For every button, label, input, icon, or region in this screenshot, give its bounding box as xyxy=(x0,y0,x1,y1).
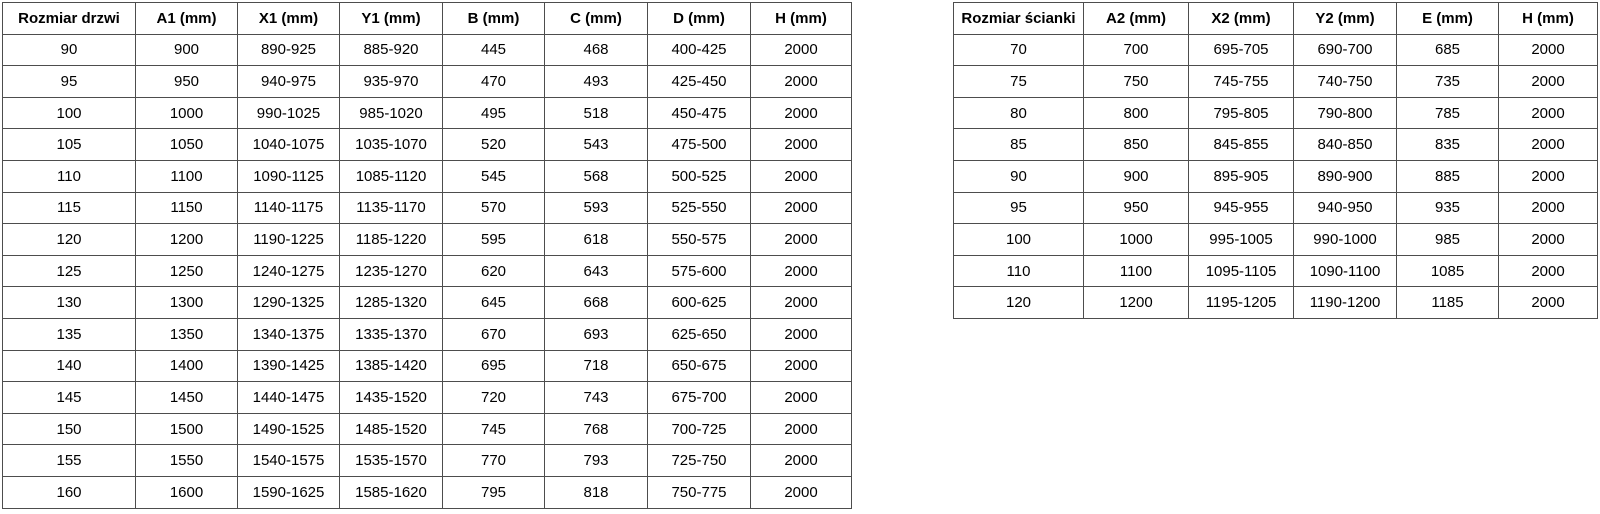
table-row xyxy=(3,129,852,161)
table-cell: 618 xyxy=(545,224,648,256)
table-cell: 593 xyxy=(545,192,648,224)
table-row xyxy=(3,160,852,192)
table-cell: 990-1025 xyxy=(238,97,340,129)
table-cell: 818 xyxy=(545,476,648,508)
table-cell: 140 xyxy=(3,350,136,382)
table-cell: 735 xyxy=(1397,66,1499,98)
table-cell: 1095-1105 xyxy=(1189,255,1294,287)
table-cell: 1600 xyxy=(136,476,238,508)
table-cell: 95 xyxy=(3,66,136,98)
table-cell: 1200 xyxy=(136,224,238,256)
table-cell: 1185-1220 xyxy=(340,224,443,256)
table-row xyxy=(3,192,852,224)
table-cell: 135 xyxy=(3,318,136,350)
table-cell: 743 xyxy=(545,382,648,414)
table-row xyxy=(3,34,852,66)
table-cell: 1190-1200 xyxy=(1294,287,1397,319)
table-cell: 620 xyxy=(443,255,545,287)
table-cell: 2000 xyxy=(1499,224,1598,256)
table-cell: 1100 xyxy=(136,160,238,192)
table-cell: 1150 xyxy=(136,192,238,224)
table-cell: 900 xyxy=(136,34,238,66)
table-cell: 1390-1425 xyxy=(238,350,340,382)
table-cell: 793 xyxy=(545,445,648,477)
column-header: C (mm) xyxy=(545,3,648,35)
column-header: H (mm) xyxy=(751,3,852,35)
table-cell: 145 xyxy=(3,382,136,414)
table-cell: 568 xyxy=(545,160,648,192)
table-cell: 2000 xyxy=(1499,66,1598,98)
table-cell: 670 xyxy=(443,318,545,350)
table-cell: 1000 xyxy=(1084,224,1189,256)
table-cell: 2000 xyxy=(751,287,852,319)
table-cell: 1335-1370 xyxy=(340,318,443,350)
table-cell: 400-425 xyxy=(648,34,751,66)
table-row xyxy=(3,97,852,129)
table-cell: 895-905 xyxy=(1189,160,1294,192)
table-cell: 1540-1575 xyxy=(238,445,340,477)
table-cell: 2000 xyxy=(1499,287,1598,319)
table-cell: 985 xyxy=(1397,224,1499,256)
header-row xyxy=(954,3,1598,35)
table-cell: 840-850 xyxy=(1294,129,1397,161)
table-cell: 940-950 xyxy=(1294,192,1397,224)
table-cell: 790-800 xyxy=(1294,97,1397,129)
table-cell: 1090-1125 xyxy=(238,160,340,192)
table-cell: 785 xyxy=(1397,97,1499,129)
table-cell: 2000 xyxy=(1499,97,1598,129)
table-cell: 1240-1275 xyxy=(238,255,340,287)
table-cell: 885-920 xyxy=(340,34,443,66)
table-cell: 468 xyxy=(545,34,648,66)
table-cell: 890-900 xyxy=(1294,160,1397,192)
table-cell: 2000 xyxy=(1499,34,1598,66)
column-header: Y1 (mm) xyxy=(340,3,443,35)
table-row xyxy=(954,160,1598,192)
table-row xyxy=(954,129,1598,161)
column-header: X1 (mm) xyxy=(238,3,340,35)
table-cell: 2000 xyxy=(751,255,852,287)
table-cell: 900 xyxy=(1084,160,1189,192)
column-header: X2 (mm) xyxy=(1189,3,1294,35)
table-cell: 750 xyxy=(1084,66,1189,98)
table-cell: 1340-1375 xyxy=(238,318,340,350)
table-cell: 625-650 xyxy=(648,318,751,350)
table-cell: 90 xyxy=(954,160,1084,192)
table-cell: 2000 xyxy=(751,192,852,224)
table-cell: 950 xyxy=(136,66,238,98)
table-cell: 1285-1320 xyxy=(340,287,443,319)
table-cell: 1135-1170 xyxy=(340,192,443,224)
table-cell: 75 xyxy=(954,66,1084,98)
table-cell: 1350 xyxy=(136,318,238,350)
table-cell: 1100 xyxy=(1084,255,1189,287)
table-cell: 645 xyxy=(443,287,545,319)
table-cell: 550-575 xyxy=(648,224,751,256)
table-cell: 155 xyxy=(3,445,136,477)
table-cell: 990-1000 xyxy=(1294,224,1397,256)
table-cell: 110 xyxy=(954,255,1084,287)
table-cell: 2000 xyxy=(751,445,852,477)
table-cell: 800 xyxy=(1084,97,1189,129)
table-row xyxy=(954,224,1598,256)
wall-size-table xyxy=(953,2,1598,319)
table-cell: 845-855 xyxy=(1189,129,1294,161)
table-cell: 1090-1100 xyxy=(1294,255,1397,287)
table-cell: 125 xyxy=(3,255,136,287)
table-cell: 675-700 xyxy=(648,382,751,414)
table-row xyxy=(954,255,1598,287)
table-row xyxy=(3,382,852,414)
table-cell: 493 xyxy=(545,66,648,98)
table-cell: 518 xyxy=(545,97,648,129)
table-cell: 2000 xyxy=(751,66,852,98)
table-cell: 950 xyxy=(1084,192,1189,224)
table-cell: 985-1020 xyxy=(340,97,443,129)
table-row xyxy=(3,66,852,98)
table-cell: 495 xyxy=(443,97,545,129)
table-cell: 1040-1075 xyxy=(238,129,340,161)
table-cell: 1185 xyxy=(1397,287,1499,319)
table-cell: 795-805 xyxy=(1189,97,1294,129)
table-cell: 700-725 xyxy=(648,413,751,445)
table-cell: 695-705 xyxy=(1189,34,1294,66)
table-cell: 718 xyxy=(545,350,648,382)
table-row xyxy=(3,224,852,256)
table-cell: 2000 xyxy=(751,224,852,256)
table-cell: 2000 xyxy=(1499,160,1598,192)
column-header: E (mm) xyxy=(1397,3,1499,35)
table-cell: 575-600 xyxy=(648,255,751,287)
table-cell: 740-750 xyxy=(1294,66,1397,98)
table-cell: 1140-1175 xyxy=(238,192,340,224)
table-cell: 1550 xyxy=(136,445,238,477)
table-cell: 1050 xyxy=(136,129,238,161)
table-row xyxy=(3,413,852,445)
table-row xyxy=(954,34,1598,66)
table-cell: 595 xyxy=(443,224,545,256)
table-cell: 115 xyxy=(3,192,136,224)
table-cell: 1385-1420 xyxy=(340,350,443,382)
table-row xyxy=(954,97,1598,129)
table-row xyxy=(3,255,852,287)
table-cell: 85 xyxy=(954,129,1084,161)
table-cell: 1490-1525 xyxy=(238,413,340,445)
table-cell: 2000 xyxy=(751,318,852,350)
table-cell: 690-700 xyxy=(1294,34,1397,66)
table-cell: 425-450 xyxy=(648,66,751,98)
table-cell: 935 xyxy=(1397,192,1499,224)
table-cell: 1000 xyxy=(136,97,238,129)
door-size-table xyxy=(2,2,852,509)
table-row xyxy=(3,445,852,477)
table-cell: 850 xyxy=(1084,129,1189,161)
table-cell: 2000 xyxy=(751,413,852,445)
table-cell: 795 xyxy=(443,476,545,508)
table-cell: 150 xyxy=(3,413,136,445)
table-row xyxy=(954,192,1598,224)
column-header: Rozmiar drzwi xyxy=(3,3,136,35)
table-cell: 1235-1270 xyxy=(340,255,443,287)
table-row xyxy=(3,476,852,508)
table-cell: 543 xyxy=(545,129,648,161)
table-cell: 725-750 xyxy=(648,445,751,477)
table-cell: 750-775 xyxy=(648,476,751,508)
table-cell: 1200 xyxy=(1084,287,1189,319)
table-cell: 525-550 xyxy=(648,192,751,224)
column-header: H (mm) xyxy=(1499,3,1598,35)
table-cell: 835 xyxy=(1397,129,1499,161)
table-cell: 1440-1475 xyxy=(238,382,340,414)
table-cell: 995-1005 xyxy=(1189,224,1294,256)
table-cell: 2000 xyxy=(751,476,852,508)
table-cell: 935-970 xyxy=(340,66,443,98)
table-cell: 693 xyxy=(545,318,648,350)
table-cell: 500-525 xyxy=(648,160,751,192)
table-cell: 2000 xyxy=(1499,255,1598,287)
table-cell: 1535-1570 xyxy=(340,445,443,477)
table-cell: 2000 xyxy=(1499,129,1598,161)
table-row xyxy=(954,287,1598,319)
header-row xyxy=(3,3,852,35)
table-cell: 1590-1625 xyxy=(238,476,340,508)
table-cell: 70 xyxy=(954,34,1084,66)
table-cell: 520 xyxy=(443,129,545,161)
column-header: B (mm) xyxy=(443,3,545,35)
table-cell: 95 xyxy=(954,192,1084,224)
table-cell: 1300 xyxy=(136,287,238,319)
table-cell: 2000 xyxy=(751,382,852,414)
table-cell: 1450 xyxy=(136,382,238,414)
table-cell: 1500 xyxy=(136,413,238,445)
table-cell: 745-755 xyxy=(1189,66,1294,98)
table-cell: 2000 xyxy=(751,129,852,161)
table-cell: 745 xyxy=(443,413,545,445)
table-cell: 643 xyxy=(545,255,648,287)
table-cell: 100 xyxy=(954,224,1084,256)
table-cell: 890-925 xyxy=(238,34,340,66)
table-cell: 1085-1120 xyxy=(340,160,443,192)
table-cell: 1435-1520 xyxy=(340,382,443,414)
table-cell: 1195-1205 xyxy=(1189,287,1294,319)
table-row xyxy=(3,287,852,319)
table-cell: 770 xyxy=(443,445,545,477)
table-cell: 685 xyxy=(1397,34,1499,66)
table-cell: 695 xyxy=(443,350,545,382)
table-cell: 2000 xyxy=(1499,192,1598,224)
table-row xyxy=(3,350,852,382)
column-header: A2 (mm) xyxy=(1084,3,1189,35)
table-cell: 110 xyxy=(3,160,136,192)
table-cell: 545 xyxy=(443,160,545,192)
table-cell: 450-475 xyxy=(648,97,751,129)
table-cell: 1400 xyxy=(136,350,238,382)
table-cell: 720 xyxy=(443,382,545,414)
table-cell: 668 xyxy=(545,287,648,319)
table-row xyxy=(954,66,1598,98)
table-cell: 100 xyxy=(3,97,136,129)
table-cell: 1085 xyxy=(1397,255,1499,287)
table-cell: 475-500 xyxy=(648,129,751,161)
table-cell: 105 xyxy=(3,129,136,161)
table-cell: 2000 xyxy=(751,160,852,192)
table-cell: 650-675 xyxy=(648,350,751,382)
table-cell: 700 xyxy=(1084,34,1189,66)
table-cell: 445 xyxy=(443,34,545,66)
table-cell: 130 xyxy=(3,287,136,319)
table-cell: 1290-1325 xyxy=(238,287,340,319)
table-cell: 570 xyxy=(443,192,545,224)
table-cell: 120 xyxy=(954,287,1084,319)
table-cell: 2000 xyxy=(751,350,852,382)
column-header: Rozmiar ścianki xyxy=(954,3,1084,35)
column-header: A1 (mm) xyxy=(136,3,238,35)
table-cell: 600-625 xyxy=(648,287,751,319)
table-cell: 1485-1520 xyxy=(340,413,443,445)
table-cell: 90 xyxy=(3,34,136,66)
table-cell: 2000 xyxy=(751,34,852,66)
table-cell: 80 xyxy=(954,97,1084,129)
table-cell: 120 xyxy=(3,224,136,256)
table-cell: 945-955 xyxy=(1189,192,1294,224)
table-cell: 885 xyxy=(1397,160,1499,192)
table-cell: 1035-1070 xyxy=(340,129,443,161)
table-cell: 1585-1620 xyxy=(340,476,443,508)
table-cell: 470 xyxy=(443,66,545,98)
table-cell: 1250 xyxy=(136,255,238,287)
table-cell: 940-975 xyxy=(238,66,340,98)
table-cell: 1190-1225 xyxy=(238,224,340,256)
table-row xyxy=(3,318,852,350)
table-cell: 160 xyxy=(3,476,136,508)
column-header: D (mm) xyxy=(648,3,751,35)
table-cell: 2000 xyxy=(751,97,852,129)
column-header: Y2 (mm) xyxy=(1294,3,1397,35)
table-cell: 768 xyxy=(545,413,648,445)
